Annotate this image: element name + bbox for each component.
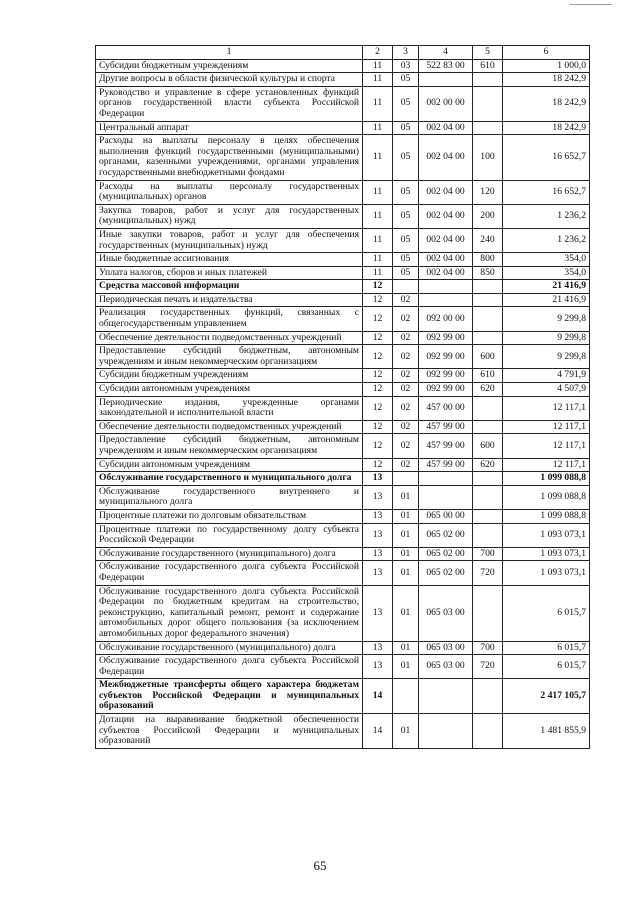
amount: 1 236,2 [503,228,590,252]
section-code: 13 [363,472,393,486]
expense-type-code: 600 [473,345,503,369]
table-row [96,73,590,87]
table-row [96,458,590,472]
section-code: 13 [363,655,393,679]
header-cell: 4 [419,46,473,60]
amount: 12 117,1 [503,434,590,458]
target-article-code: 002 04 00 [419,228,473,252]
row-name: Обслуживание государственного (муниципального) долга [96,547,363,561]
target-article-code: 065 03 00 [419,641,473,655]
expense-type-code [473,73,503,87]
section-code: 11 [363,73,393,87]
row-name: Обслуживание государственного внутреннего и муниципального долга [96,485,363,509]
table-row [96,383,590,397]
amount: 9 299,8 [503,307,590,331]
expense-type-code [473,420,503,434]
amount: 16 652,7 [503,180,590,204]
subsection-code: 02 [393,383,419,397]
amount: 1 481 855,9 [503,714,590,749]
amount: 1 093 073,1 [503,547,590,561]
section-code: 13 [363,509,393,523]
table-row [96,228,590,252]
amount: 354,0 [503,266,590,280]
row-name: Расходы на выплаты персоналу в целях обеспечения выполнения функций государственными (муниципальными) органами, казенными учреждениями, органами управления государственными внебюджетными фондами [96,135,363,180]
row-name: Иные бюджетные ассигнования [96,253,363,267]
row-name: Субсидии бюджетным учреждениям [96,369,363,383]
amount: 1 099 088,8 [503,472,590,486]
header-cell: 5 [473,46,503,60]
subsection-code: 02 [393,434,419,458]
amount: 12 117,1 [503,458,590,472]
target-article-code [419,293,473,307]
subsection-code: 03 [393,59,419,73]
subsection-code [393,679,419,714]
expense-type-code [473,86,503,121]
target-article-code: 457 00 00 [419,396,473,420]
expense-type-code [473,472,503,486]
section-code: 12 [363,345,393,369]
table-row [96,253,590,267]
target-article-code: 002 04 00 [419,204,473,228]
subsection-code: 01 [393,561,419,585]
row-name: Обслуживание государственного долга субъекта Российской Федерации [96,655,363,679]
table-row [96,485,590,509]
expense-type-code [473,679,503,714]
table-row [96,59,590,73]
amount: 1 000,0 [503,59,590,73]
section-code: 12 [363,458,393,472]
section-code: 11 [363,266,393,280]
subsection-code [393,472,419,486]
row-name: Другие вопросы в области физической культуры и спорта [96,73,363,87]
target-article-code [419,679,473,714]
row-name: Субсидии бюджетным учреждениям [96,59,363,73]
section-code: 11 [363,135,393,180]
subsection-code: 02 [393,331,419,345]
subsection-code: 02 [393,307,419,331]
amount: 6 015,7 [503,585,590,641]
expense-type-code [473,485,503,509]
expense-type-code: 720 [473,655,503,679]
row-name: Периодическая печать и издательства [96,293,363,307]
target-article-code [419,485,473,509]
table-row [96,331,590,345]
subsection-code: 02 [393,345,419,369]
expense-type-code [473,121,503,135]
amount: 18 242,9 [503,86,590,121]
section-code: 12 [363,434,393,458]
amount: 12 117,1 [503,396,590,420]
target-article-code: 065 02 00 [419,561,473,585]
row-name: Обслуживание государственного (муниципального) долга [96,641,363,655]
amount: 2 417 105,7 [503,679,590,714]
table-row [96,345,590,369]
row-name: Обслуживание государственного долга субъекта Российской Федерации [96,561,363,585]
expense-type-code: 200 [473,204,503,228]
target-article-code [419,714,473,749]
target-article-code: 065 00 00 [419,509,473,523]
table-row [96,714,590,749]
target-article-code: 002 04 00 [419,135,473,180]
row-name: Дотации на выравнивание бюджетной обеспеченности субъектов Российской Федерации и муниципальных образований [96,714,363,749]
target-article-code: 092 00 00 [419,307,473,331]
table-row [96,369,590,383]
expense-type-code [473,396,503,420]
expense-type-code: 700 [473,641,503,655]
subsection-code: 05 [393,86,419,121]
target-article-code: 065 03 00 [419,585,473,641]
subsection-code: 05 [393,228,419,252]
page-number: 65 [313,858,327,873]
section-code: 12 [363,420,393,434]
budget-table [95,45,590,749]
amount: 1 099 088,8 [503,509,590,523]
amount: 9 299,8 [503,331,590,345]
section-code: 11 [363,121,393,135]
table-row [96,86,590,121]
row-name: Обслуживание государственного долга субъекта Российской Федерации по бюджетным кредитам на строительство, реконструкцию, капитальный ремонт, ремонт и содержание автомобильных дорог общего пользования (за исключением автомобильных дорог федерального значения) [96,585,363,641]
section-code: 12 [363,293,393,307]
subsection-code: 01 [393,547,419,561]
section-code: 14 [363,679,393,714]
table-row [96,655,590,679]
table-row [96,679,590,714]
target-article-code: 457 99 00 [419,420,473,434]
row-name: Центральный аппарат [96,121,363,135]
table-row [96,641,590,655]
subsection-code: 05 [393,135,419,180]
expense-type-code: 850 [473,266,503,280]
target-article-code [419,73,473,87]
amount: 1 099 088,8 [503,485,590,509]
section-code: 13 [363,641,393,655]
row-name: Субсидии автономным учреждениям [96,383,363,397]
expense-type-code: 100 [473,135,503,180]
row-name: Руководство и управление в сфере установленных функций органов государственной власти субъекта Российской Федерации [96,86,363,121]
expense-type-code: 720 [473,561,503,585]
table-row [96,547,590,561]
table-row [96,434,590,458]
amount: 1 236,2 [503,204,590,228]
target-article-code: 065 03 00 [419,655,473,679]
subsection-code: 02 [393,420,419,434]
subsection-code: 01 [393,655,419,679]
subsection-code: 02 [393,458,419,472]
expense-type-code: 620 [473,383,503,397]
table-row [96,121,590,135]
row-name: Уплата налогов, сборов и иных платежей [96,266,363,280]
target-article-code [419,472,473,486]
amount: 16 652,7 [503,135,590,180]
amount: 9 299,8 [503,345,590,369]
subsection-code: 02 [393,369,419,383]
section-code: 11 [363,228,393,252]
target-article-code: 065 02 00 [419,547,473,561]
table-header-row [96,46,590,60]
target-article-code: 092 99 00 [419,369,473,383]
target-article-code: 065 02 00 [419,523,473,547]
section-code: 12 [363,331,393,345]
subsection-code: 05 [393,121,419,135]
target-article-code: 002 04 00 [419,253,473,267]
subsection-code: 01 [393,585,419,641]
row-name: Субсидии автономным учреждениям [96,458,363,472]
amount: 1 093 073,1 [503,523,590,547]
table-row [96,204,590,228]
row-name: Процентные платежи по государственному долгу субъекта Российской Федерации [96,523,363,547]
target-article-code: 092 99 00 [419,383,473,397]
target-article-code: 457 99 00 [419,458,473,472]
amount: 18 242,9 [503,73,590,87]
section-code: 13 [363,485,393,509]
target-article-code: 002 04 00 [419,121,473,135]
table-row [96,420,590,434]
row-name: Периодические издания, учрежденные органами законодательной и исполнительной власти [96,396,363,420]
table-row [96,561,590,585]
row-name: Процентные платежи по долговым обязательствам [96,509,363,523]
expense-type-code [473,293,503,307]
section-code: 12 [363,383,393,397]
amount: 4 791,9 [503,369,590,383]
expense-type-code [473,307,503,331]
table-row [96,509,590,523]
target-article-code [419,280,473,294]
subsection-code: 05 [393,73,419,87]
target-article-code: 522 83 00 [419,59,473,73]
scan-corner-mark [570,4,612,5]
header-cell: 2 [363,46,393,60]
target-article-code: 092 99 00 [419,331,473,345]
row-name: Расходы на выплаты персоналу государственных (муниципальных) органов [96,180,363,204]
subsection-code: 01 [393,523,419,547]
expense-type-code [473,585,503,641]
expense-type-code: 620 [473,458,503,472]
amount: 21 416,9 [503,293,590,307]
amount: 6 015,7 [503,641,590,655]
amount: 6 015,7 [503,655,590,679]
subsection-code: 01 [393,485,419,509]
expense-type-code [473,523,503,547]
subsection-code: 05 [393,266,419,280]
table-row [96,523,590,547]
amount: 354,0 [503,253,590,267]
table-row [96,280,590,294]
row-name: Средства массовой информации [96,280,363,294]
amount: 18 242,9 [503,121,590,135]
subsection-code [393,280,419,294]
section-code: 12 [363,280,393,294]
section-code: 11 [363,86,393,121]
expense-type-code [473,509,503,523]
section-code: 12 [363,396,393,420]
amount: 21 416,9 [503,280,590,294]
target-article-code: 002 04 00 [419,180,473,204]
target-article-code: 002 04 00 [419,266,473,280]
section-code: 14 [363,714,393,749]
row-name: Закупка товаров, работ и услуг для государственных (муниципальных) нужд [96,204,363,228]
row-name: Обслуживание государственного и муниципального долга [96,472,363,486]
subsection-code: 05 [393,204,419,228]
subsection-code: 01 [393,641,419,655]
section-code: 11 [363,59,393,73]
section-code: 11 [363,253,393,267]
subsection-code: 02 [393,396,419,420]
row-name: Реализация государственных функций, связанных с общегосударственным управлением [96,307,363,331]
table-row [96,180,590,204]
header-cell: 6 [503,46,590,60]
row-name: Обеспечение деятельности подведомственных учреждений [96,420,363,434]
expense-type-code [473,714,503,749]
table-row [96,135,590,180]
section-code: 13 [363,523,393,547]
subsection-code: 02 [393,293,419,307]
table-row [96,396,590,420]
expense-type-code: 610 [473,59,503,73]
row-name: Предоставление субсидий бюджетным, автономным учреждениям и иным некоммерческим организациям [96,434,363,458]
section-code: 13 [363,561,393,585]
expense-type-code: 700 [473,547,503,561]
target-article-code: 092 99 00 [419,345,473,369]
section-code: 11 [363,180,393,204]
expense-type-code: 600 [473,434,503,458]
target-article-code: 457 99 00 [419,434,473,458]
section-code: 12 [363,369,393,383]
expense-type-code [473,331,503,345]
section-code: 13 [363,547,393,561]
table-row [96,293,590,307]
section-code: 12 [363,307,393,331]
row-name: Межбюджетные трансферты общего характера бюджетам субъектов Российской Федерации и муниципальных образований [96,679,363,714]
table-row [96,472,590,486]
expense-type-code: 120 [473,180,503,204]
target-article-code: 002 00 00 [419,86,473,121]
expense-type-code: 240 [473,228,503,252]
header-cell: 1 [96,46,363,60]
row-name: Иные закупки товаров, работ и услуг для обеспечения государственных (муниципальных) нужд [96,228,363,252]
section-code: 13 [363,585,393,641]
subsection-code: 05 [393,180,419,204]
table-row [96,307,590,331]
amount: 12 117,1 [503,420,590,434]
row-name: Предоставление субсидий бюджетным, автономным учреждениям и иным некоммерческим организациям [96,345,363,369]
table-row [96,585,590,641]
subsection-code: 01 [393,509,419,523]
amount: 4 507,9 [503,383,590,397]
row-name: Обеспечение деятельности подведомственных учреждений [96,331,363,345]
amount: 1 093 073,1 [503,561,590,585]
header-cell: 3 [393,46,419,60]
subsection-code: 01 [393,714,419,749]
expense-type-code [473,280,503,294]
table-body [96,59,590,748]
expense-type-code: 610 [473,369,503,383]
section-code: 11 [363,204,393,228]
table-row [96,266,590,280]
subsection-code: 05 [393,253,419,267]
expense-type-code: 800 [473,253,503,267]
